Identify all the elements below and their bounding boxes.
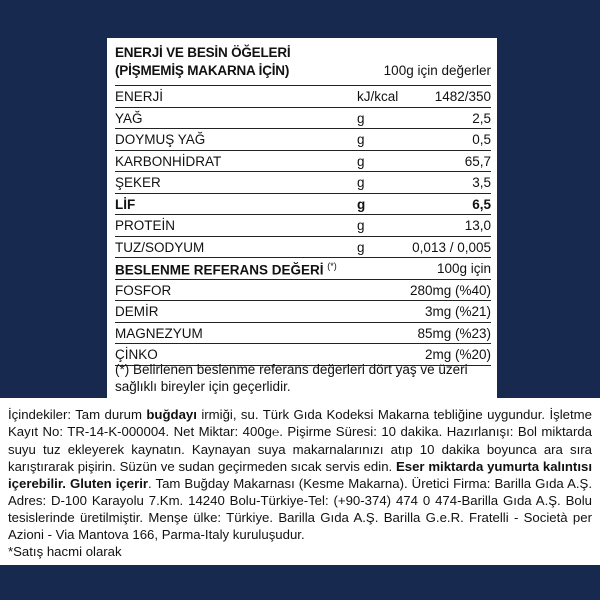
navy-frame-bottom: [0, 565, 600, 600]
table-row-magnesium: [115, 323, 491, 345]
table-row-carbohydrate: [115, 151, 491, 173]
row-value: 0,5: [472, 132, 491, 147]
ingredients-wheat-bold: buğdayı: [146, 407, 197, 422]
ingredients-block: [8, 406, 592, 560]
row-value: 2,5: [472, 110, 491, 126]
nutrition-table: [115, 43, 491, 366]
reference-footnote: (*) Belirlenen beslenme referans değerleri dört yaş ve üzeri sağlıklı bireyler için geçerlidir.: [115, 362, 468, 394]
table-title-line2: (PİŞMEMİŞ MAKARNA İÇİN): [115, 63, 290, 78]
table-row-iron: [115, 301, 491, 323]
table-row-salt-sodium: [115, 237, 491, 259]
row-value: 0,013 / 0,005: [412, 239, 491, 255]
row-unit: g: [357, 196, 366, 212]
table-row-fiber: [115, 194, 491, 216]
row-unit: g: [357, 110, 365, 126]
navy-frame-right: [497, 0, 600, 398]
navy-frame-left: [0, 0, 107, 398]
table-row-reference-header: [115, 258, 491, 280]
row-unit: g: [357, 153, 365, 169]
table-header: [115, 43, 491, 86]
row-value: 65,7: [464, 153, 491, 169]
reference-title-text: BESLENME REFERANS DEĞERİ: [115, 262, 324, 278]
nutrition-panel: [107, 38, 497, 398]
row-unit: g: [357, 218, 365, 233]
ingredients-after-wheat: irmiği, su. Türk Gıda Kodeksi Makarna tebliğine uygundur. İşletme Kayıt No: TR-14-K-000004. Net Miktar: 400g: [8, 407, 592, 439]
table-row-phosphorus: [115, 280, 491, 302]
row-name: ÇİNKO: [115, 347, 158, 362]
row-name: LİF: [115, 196, 136, 212]
row-name: YAĞ: [115, 110, 143, 126]
reference-per-label: 100g için: [436, 261, 491, 276]
row-value: 280mg (%40): [409, 282, 491, 298]
row-name: KARBONHİDRAT: [115, 153, 222, 169]
row-value: 3,5: [472, 175, 491, 190]
sales-note: *Satış hacmi olarak: [8, 544, 122, 559]
row-unit: g: [357, 175, 365, 190]
row-unit: g: [357, 132, 365, 147]
row-value: 6,5: [472, 196, 491, 212]
row-name: DEMİR: [115, 304, 159, 319]
row-name: PROTEİN: [115, 218, 176, 233]
table-title-line1: ENERJİ VE BESİN ÖĞELERİ: [115, 45, 291, 60]
ingredients-after-allergen: . Tam Buğday Makarnası (Kesme Makarna). Üretici Firma: Barilla Gıda A.Ş. Adres: D-100 Karayolu 7.Km. 14240 Bolu-Türkiye-Tel: (+90-374) 474 0 474-Barilla Gıda A.Ş. Bolu tesislerinde üretilmiştir. Menşe ülke: Türkiye. Barilla Gıda A.Ş. Barilla G.e.R. Fratelli - Società per Azioni - Via Mantova 166, Parma-Italy kuruluşudur.: [8, 476, 592, 542]
table-row-fat: [115, 108, 491, 130]
ingredients-after-net: . Pişirme Süresi: 10 dakika. Hazırlanışı: Bol miktarda suyu tuz ekleyerek kaynatın. Kaynayan suya makarnalarınızı atıp 10 dakika boyunca ara sıra karıştırarak pişirin. Süzün ve sudan geçirmeden sıcak servis edin.: [8, 424, 592, 474]
row-name: DOYMUŞ YAĞ: [115, 132, 206, 147]
row-value: 3mg (%21): [424, 304, 491, 319]
row-name: FOSFOR: [115, 282, 172, 298]
row-unit: g: [357, 239, 365, 255]
table-row-saturated-fat: [115, 129, 491, 151]
row-value: 13,0: [464, 218, 491, 233]
ingredients-text: [8, 406, 592, 543]
row-value: 85mg (%23): [417, 325, 491, 341]
estimate-sign-icon: ℮: [272, 425, 280, 439]
reference-mark: (*): [327, 261, 337, 271]
row-name: ŞEKER: [115, 175, 161, 190]
row-name: MAGNEZYUM: [115, 325, 203, 341]
row-unit: kJ/kcal: [357, 89, 399, 104]
table-row-protein: [115, 215, 491, 237]
row-name: ENERJİ: [115, 89, 164, 104]
row-value: 1482/350: [434, 89, 491, 104]
row-name: TUZ/SODYUM: [115, 239, 205, 255]
table-row-sugar: [115, 172, 491, 194]
allergen-warning: Eser miktarda yumurta kalıntısı içerebilir. Gluten içerir: [8, 459, 592, 491]
row-value: 2mg (%20): [424, 347, 491, 362]
table-row-energy: [115, 86, 491, 108]
per-100g-label: 100g için değerler: [383, 63, 491, 78]
reference-title: [115, 261, 337, 278]
ingredients-prefix: İçindekiler: Tam durum: [8, 407, 147, 422]
